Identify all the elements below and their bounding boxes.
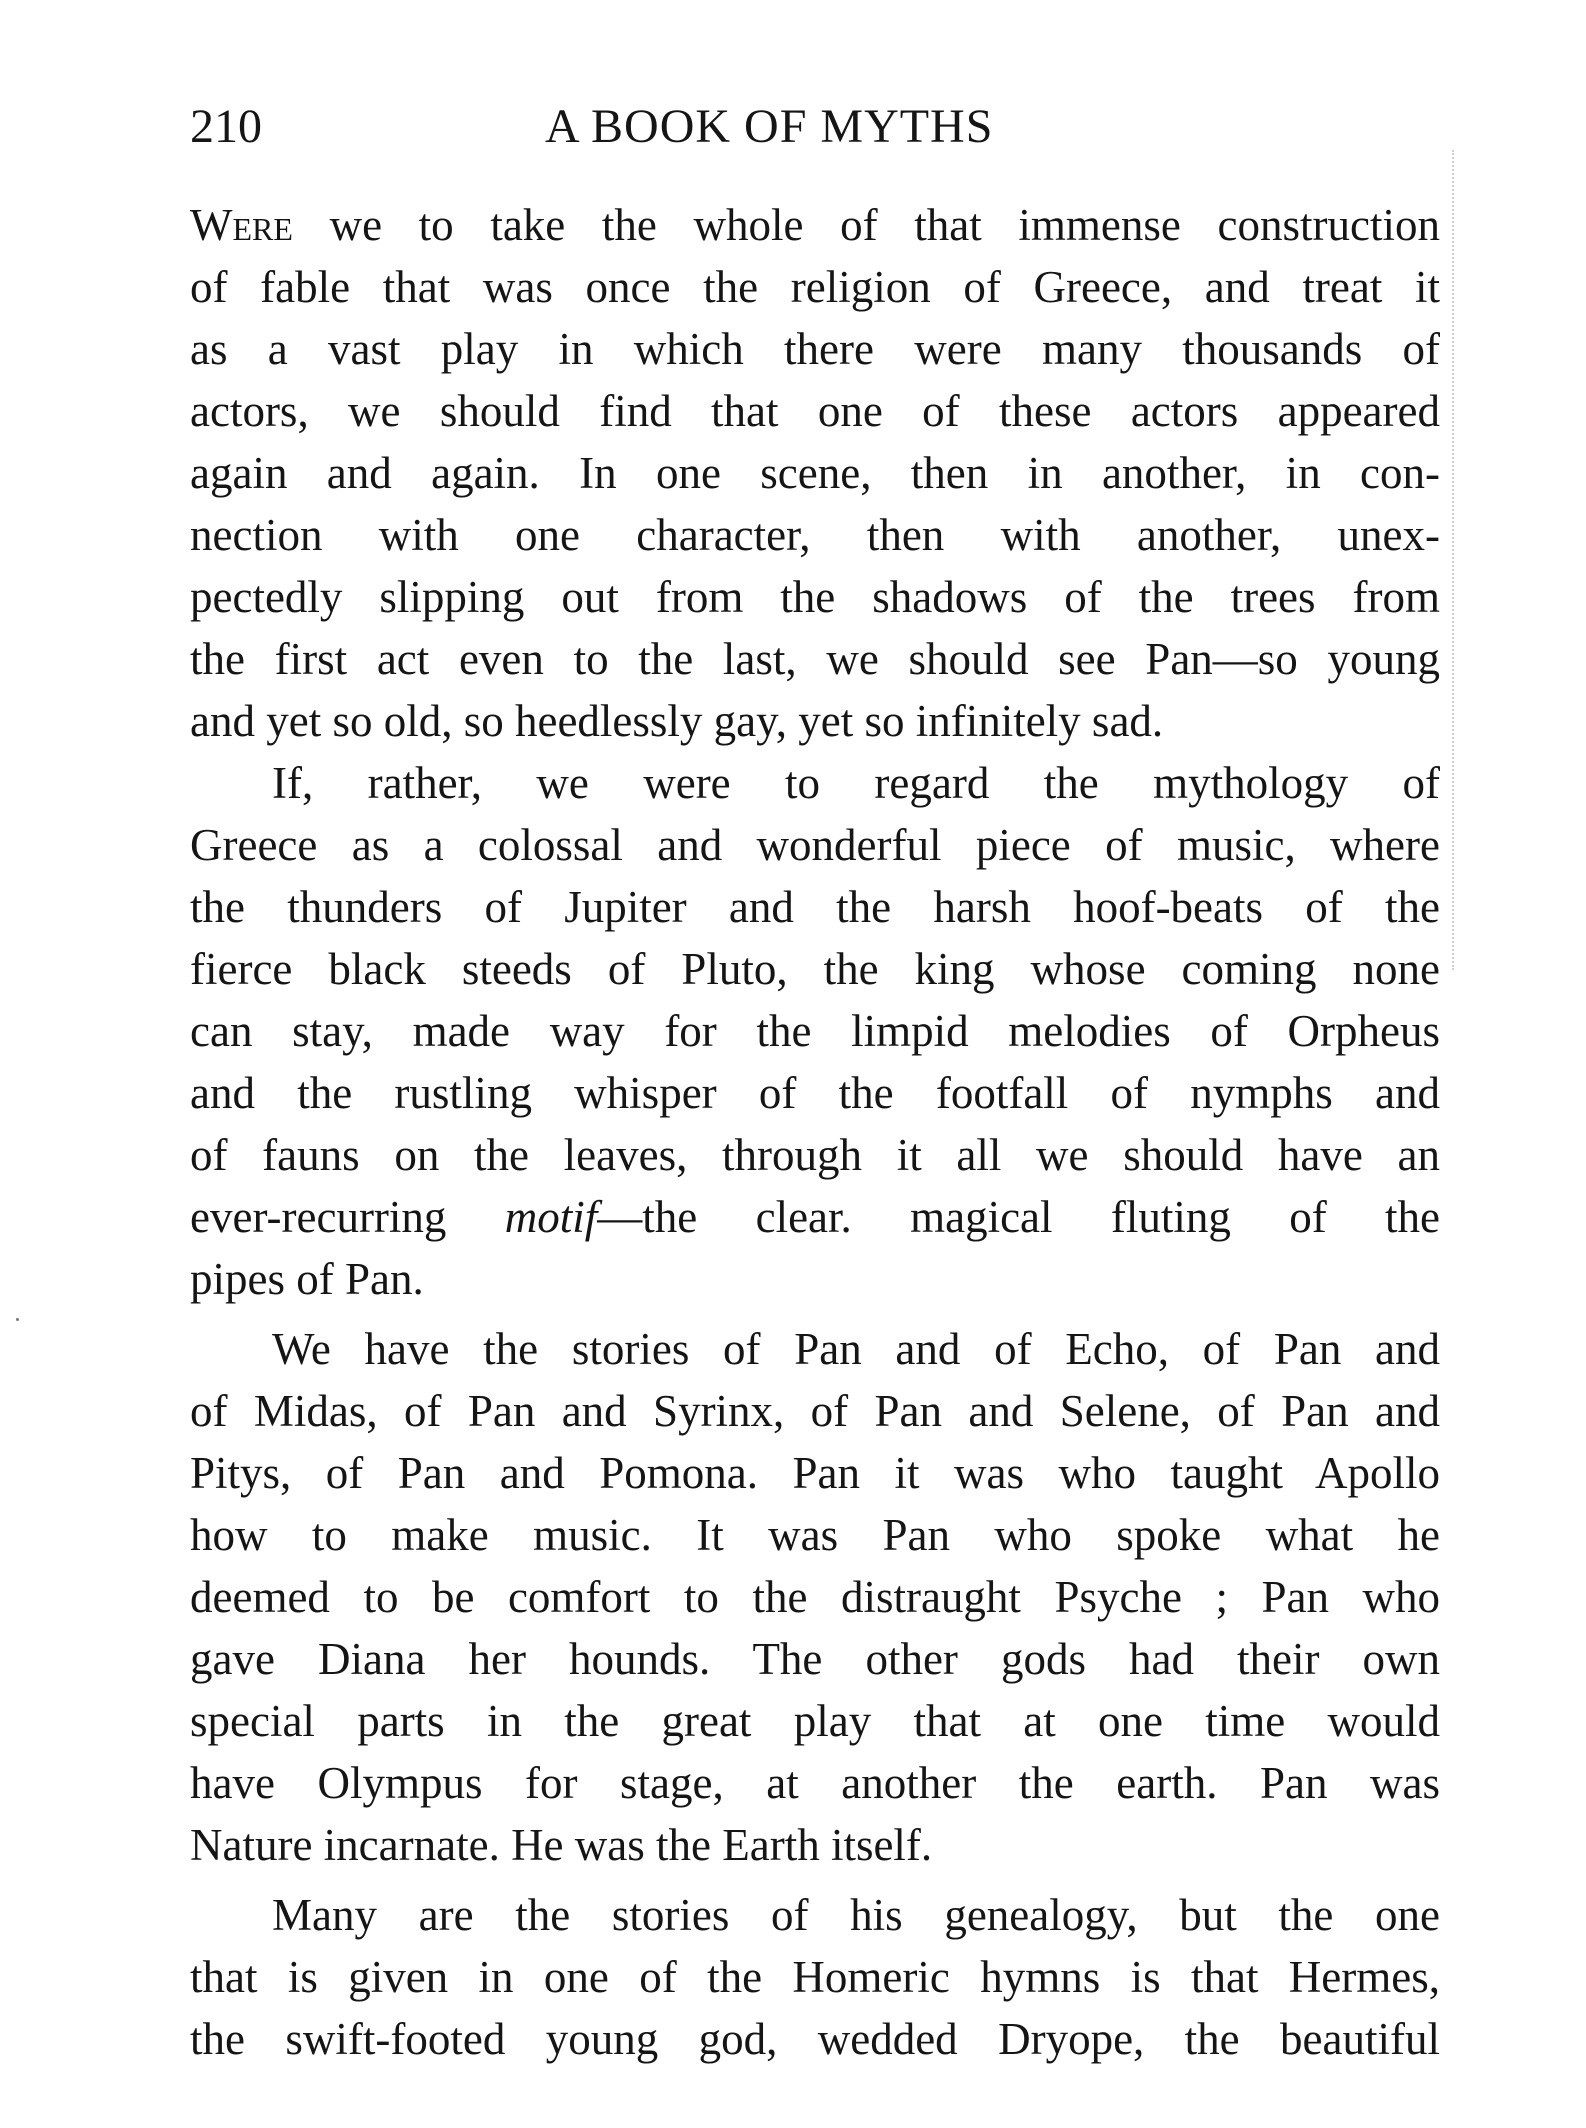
text-line: pipes of Pan. [190, 1254, 424, 1304]
text-line: how to make music. It was Pan who spoke what he [190, 1510, 1440, 1560]
text-line: We have the stories of Pan and of Echo, of Pan and [272, 1324, 1440, 1374]
text-line: special parts in the great play that at one time would [190, 1696, 1440, 1746]
text-line: Many are the stories of his genealogy, but the one [272, 1890, 1440, 1940]
text-line: of fauns on the leaves, through it all we should have an [190, 1130, 1440, 1180]
text-line: the first act even to the last, we should see Pan—so young [190, 634, 1440, 684]
paragraph [190, 1318, 1440, 1876]
text-line: again and again. In one scene, then in another, in con- [190, 448, 1440, 498]
page-header [190, 92, 1440, 162]
text-line: that is given in one of the Homeric hymns is that Hermes, [190, 1952, 1440, 2002]
scan-speck [16, 1318, 19, 1321]
text-line: of Midas, of Pan and Syrinx, of Pan and Selene, of Pan and [190, 1386, 1440, 1436]
text-line: If, rather, we were to regard the mythology of [272, 758, 1440, 808]
running-title: A BOOK OF MYTHS [545, 100, 994, 153]
text-line: Pitys, of Pan and Pomona. Pan it was who taught Apollo [190, 1448, 1440, 1498]
text-line: the swift-footed young god, wedded Dryope, the beautiful [190, 2014, 1440, 2064]
body-text [190, 194, 1440, 2070]
text-line: Nature incarnate. He was the Earth itself. [190, 1820, 933, 1870]
text-line: actors, we should find that one of these actors appeared [190, 386, 1440, 436]
text-line: fierce black steeds of Pluto, the king whose coming none [190, 944, 1440, 994]
paragraph [190, 1884, 1440, 2070]
text-line: of fable that was once the religion of Greece, and treat it [190, 262, 1440, 312]
page-number: 210 [190, 100, 262, 153]
text-line: deemed to be comfort to the distraught Psyche ; Pan who [190, 1572, 1440, 1622]
text-line: pectedly slipping out from the shadows of the trees from [190, 572, 1440, 622]
drop-word: Were [190, 200, 293, 250]
text-line: and yet so old, so heedlessly gay, yet so infinitely sad. [190, 696, 1164, 746]
text-line: and the rustling whisper of the footfall of nymphs and [190, 1068, 1440, 1118]
text-line: have Olympus for stage, at another the earth. Pan was [190, 1758, 1440, 1808]
scan-edge-mark [1452, 150, 1456, 970]
text-line: Greece as a colossal and wonderful piece of music, where [190, 820, 1440, 870]
text-line: Were we to take the whole of that immense construction [190, 200, 1440, 250]
paragraph [190, 194, 1440, 752]
paragraph [190, 752, 1440, 1310]
text-line: gave Diana her hounds. The other gods had their own [190, 1634, 1440, 1684]
text-line: as a vast play in which there were many thousands of [190, 324, 1440, 374]
text-line: the thunders of Jupiter and the harsh hoof-beats of the [190, 882, 1440, 932]
text-line: nection with one character, then with another, unex- [190, 510, 1440, 560]
text-line: can stay, made way for the limpid melodies of Orpheus [190, 1006, 1440, 1056]
text-line: ever-recurring motif—the clear. magical fluting of the [190, 1192, 1441, 1242]
italic-term: motif [504, 1192, 598, 1242]
